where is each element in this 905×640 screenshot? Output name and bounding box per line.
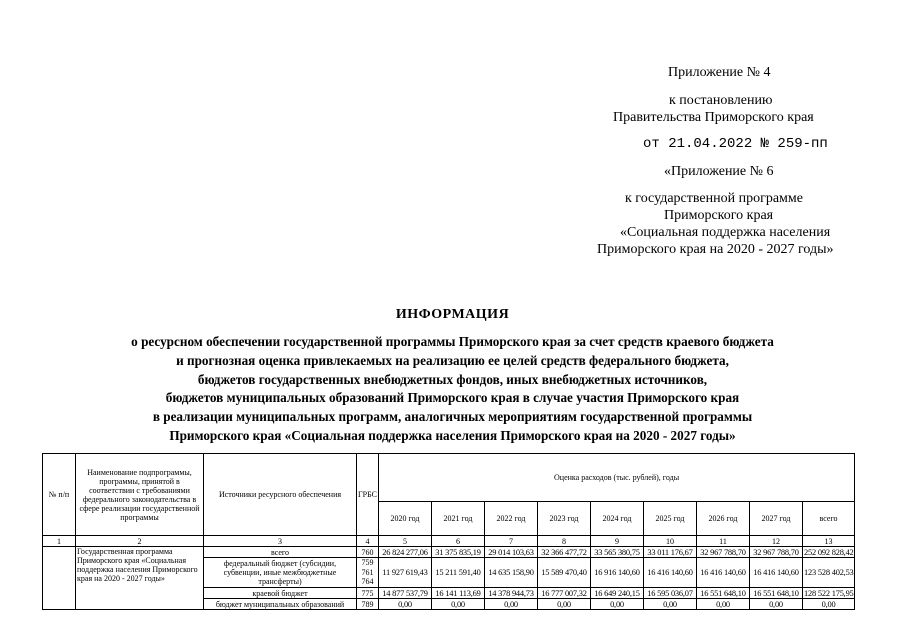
value-cell-total: 0,00 bbox=[803, 599, 855, 610]
program-name-line-2: Приморского края на 2020 - 2027 годы» bbox=[597, 242, 834, 257]
column-index: 9 bbox=[591, 536, 644, 547]
column-index: 1 bbox=[43, 536, 76, 547]
subtitle-line-6: Приморского края «Социальная поддержка населения Приморского края на 2020 - 2027 годы» bbox=[169, 428, 736, 443]
value-cell: 31 375 835,19 bbox=[432, 547, 485, 558]
year-header: 2027 год bbox=[750, 502, 803, 536]
table-header-row bbox=[43, 454, 855, 502]
column-index: 6 bbox=[432, 536, 485, 547]
value-cell: 32 967 788,70 bbox=[750, 547, 803, 558]
resolution-date-stamp: от 21.04.2022 № 259-пп bbox=[643, 136, 828, 152]
value-cell: 33 011 176,67 bbox=[644, 547, 697, 558]
column-index: 10 bbox=[644, 536, 697, 547]
value-cell: 33 565 380,75 bbox=[591, 547, 644, 558]
grbs-code: 759 bbox=[361, 558, 374, 567]
value-cell: 16 416 140,60 bbox=[750, 558, 803, 588]
source-cell: бюджет муниципальных образований bbox=[204, 599, 357, 610]
value-cell-total: 123 528 402,53 bbox=[803, 558, 855, 588]
column-index: 2 bbox=[76, 536, 204, 547]
year-header: 2020 год bbox=[379, 502, 432, 536]
value-cell: 0,00 bbox=[379, 599, 432, 610]
col-header-source: Источники ресурсного обеспечения bbox=[204, 454, 357, 536]
row-number-cell bbox=[43, 547, 76, 610]
region-label: Приморского края bbox=[664, 208, 774, 223]
subtitle-line-5: в реализации муниципальных программ, аналогичных мероприятиям государственной программы bbox=[152, 409, 753, 425]
value-cell: 16 416 140,60 bbox=[644, 558, 697, 588]
value-cell: 16 649 240,15 bbox=[591, 588, 644, 599]
government-label: Правительства Приморского края bbox=[613, 110, 814, 125]
column-index: 7 bbox=[485, 536, 538, 547]
grbs-cell: 789 bbox=[357, 599, 379, 610]
value-cell: 15 589 470,40 bbox=[538, 558, 591, 588]
table-row bbox=[43, 547, 855, 558]
grbs-code: 764 bbox=[361, 577, 374, 586]
value-cell: 0,00 bbox=[485, 599, 538, 610]
value-cell: 0,00 bbox=[538, 599, 591, 610]
value-cell: 0,00 bbox=[644, 599, 697, 610]
subtitle-line-2: и прогнозная оценка привлекаемых на реализацию ее целей средств федерального бюджета, bbox=[176, 352, 729, 368]
col-header-estimate: Оценка расходов (тыс. рублей), годы bbox=[379, 454, 855, 502]
subtitle-line-4: бюджетов муниципальных образований Приморского края в случае участия Приморского края bbox=[165, 390, 740, 406]
column-index: 12 bbox=[750, 536, 803, 547]
year-header: 2024 год bbox=[591, 502, 644, 536]
value-cell: 16 416 140,60 bbox=[697, 558, 750, 588]
subtitle-line-1: о ресурсном обеспечении государственной программы Приморского края за счет средств краевого бюджета bbox=[131, 334, 774, 349]
value-cell: 26 824 277,06 bbox=[379, 547, 432, 558]
value-cell: 11 927 619,43 bbox=[379, 558, 432, 588]
column-index: 13 bbox=[803, 536, 855, 547]
column-index: 4 bbox=[357, 536, 379, 547]
value-cell: 16 595 036,07 bbox=[644, 588, 697, 599]
col-header-name: Наименование подпрограммы, программы, принятой в соответствии с требованиями федерального законодательства в сфере реализации государственной программы bbox=[76, 454, 204, 536]
source-cell: всего bbox=[204, 547, 357, 558]
document-title: ИНФОРМАЦИЯ bbox=[395, 307, 510, 322]
grbs-cell: 775 bbox=[357, 588, 379, 599]
col-header-grbs: ГРБС bbox=[357, 454, 379, 536]
value-cell: 16 141 113,69 bbox=[432, 588, 485, 599]
to-program-label: к государственной программе bbox=[625, 191, 803, 206]
value-cell: 0,00 bbox=[750, 599, 803, 610]
grbs-cell: 760 bbox=[357, 547, 379, 558]
year-header: 2023 год bbox=[538, 502, 591, 536]
column-index: 5 bbox=[379, 536, 432, 547]
year-header: 2026 год bbox=[697, 502, 750, 536]
value-cell: 16 916 140,60 bbox=[591, 558, 644, 588]
grbs-code: 761 bbox=[361, 567, 374, 577]
appendix-6-label: «Приложение № 6 bbox=[664, 164, 774, 179]
value-cell: 16 551 648,10 bbox=[750, 588, 803, 599]
value-cell: 15 211 591,40 bbox=[432, 558, 485, 588]
value-cell: 16 551 648,10 bbox=[697, 588, 750, 599]
column-index: 8 bbox=[538, 536, 591, 547]
grbs-cell bbox=[357, 558, 379, 588]
year-header: 2025 год bbox=[644, 502, 697, 536]
value-cell-total: 128 522 175,95 bbox=[804, 588, 854, 598]
subtitle-line-3: бюджетов государственных внебюджетных фондов, иных внебюджетных источников, bbox=[197, 371, 708, 387]
value-cell: 0,00 bbox=[697, 599, 750, 610]
to-resolution-label: к постановлению bbox=[669, 93, 773, 108]
year-header: 2021 год bbox=[432, 502, 485, 536]
year-header-total: всего bbox=[803, 502, 855, 536]
resource-table bbox=[42, 453, 855, 610]
value-cell: 32 366 477,72 bbox=[538, 547, 591, 558]
column-index-row bbox=[43, 536, 855, 547]
value-cell: 0,00 bbox=[591, 599, 644, 610]
column-index: 3 bbox=[204, 536, 357, 547]
col-header-number: № п/п bbox=[43, 454, 76, 536]
appendix-4-label: Приложение № 4 bbox=[668, 65, 771, 80]
year-header: 2022 год bbox=[485, 502, 538, 536]
value-cell: 32 967 788,70 bbox=[697, 547, 750, 558]
value-cell: 14 378 944,73 bbox=[485, 588, 538, 599]
value-cell-total: 252 092 828,42 bbox=[804, 547, 854, 557]
source-cell: краевой бюджет bbox=[204, 588, 357, 599]
value-cell: 16 777 007,32 bbox=[538, 588, 591, 599]
value-cell: 14 877 537,79 bbox=[379, 588, 432, 599]
column-index: 11 bbox=[697, 536, 750, 547]
value-cell: 14 635 158,90 bbox=[485, 558, 538, 588]
value-cell: 29 014 103,63 bbox=[485, 547, 538, 558]
value-cell: 0,00 bbox=[432, 599, 485, 610]
source-cell: федеральный бюджет (субсидии, субвенции, иные межбюджетные трансферты) bbox=[204, 558, 357, 588]
program-name-cell: Государственная программа Приморского края «Социальная поддержка населения Приморского края на 2020 - 2027 годы» bbox=[76, 547, 204, 610]
program-name-line-1: «Социальная поддержка населения bbox=[620, 225, 831, 240]
